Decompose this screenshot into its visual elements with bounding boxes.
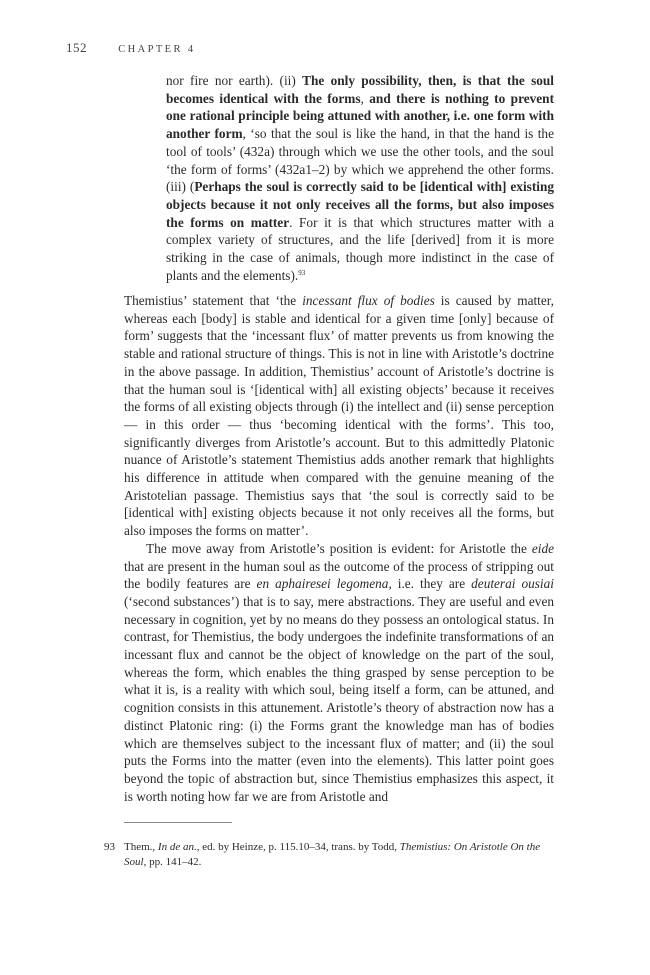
text-run: , ed. by Heinze, p. 115.10–34, trans. by Todd,: [196, 841, 400, 853]
footnote-number: 93: [104, 841, 115, 853]
page-number: 152: [66, 40, 87, 55]
text-run: , pp. 141–42.: [143, 856, 202, 868]
quote-bold-text: Perhaps the soul is correctly said to be [identical with] existing objects because it not only receives all the forms, but also imposes the forms on matter: [166, 179, 554, 230]
quote-text: . For it is that which structures matter with a complex variety of structures, and the life [derived] from it is more striking in the case of animals, though more indistinct in the case of plants and the elements).: [166, 214, 555, 283]
italic-text: eide: [531, 540, 554, 556]
paragraph: [124, 292, 554, 540]
main-text: [124, 292, 554, 805]
quote-text: nor fire nor earth). (ii): [166, 73, 303, 88]
text-run: Themistius’ statement that ‘the: [124, 293, 303, 308]
text-run: is caused by matter, whereas each [body] is stable and identical for a given time [only] because of form’ suggests that the ‘incessant flux’ of matter prevents us from knowing the stable and rational structure of things. This is not in line with Aristotle’s doctrine in the above passage. In addition, Themistius’ account of Aristotle’s doctrine is that the human soul is ‘[identical with] all existing objects’ because it receives the forms of all existing objects through (i) the intellect and (ii) sense perception — in this order — thus ‘becoming identical with the forms’. This too, significantly diverges from Aristotle’s account. But to this admittedly Platonic nuance of Aristotle’s statement Themistius adds another remark that highlights his difference in attitude when compared with the genuine meaning of the Aristotelian passage. Themistius says that ‘the soul is correctly said to be [identical with] existing objects because it not only receives all the forms, but also imposes the forms on matter’.: [124, 293, 554, 539]
block-quote: [166, 72, 554, 284]
text-run: The move away from Aristotle’s position is evident: for Aristotle the: [146, 540, 532, 556]
quote-text: , ‘so that the soul is like the hand, in that the hand is the tool of tools’ (432a) through which we use the other tools, and the soul ‘the form of forms’ (432a1–2) by which we apprehend the other forms. (iii) (: [166, 126, 554, 195]
text-run: , i.e. they are: [388, 576, 472, 592]
text-run: (‘second substances’) that is to say, mere abstractions. They are useful and even necessary in cognition, yet by no means do they possess an ontological status. In contrast, for Themistius, the body undergoes the indefinite transformations of an incessant flux and cannot be the object of knowledge on the part of the soul, whereas the form, which enables the thing grasped by sense perception to be what it is, is a reality with which soul, being itself a form, can be attuned, and cognition consists in this attunement. Aristotle’s theory of abstraction now has a distinct Platonic ring: (i) the Forms grant the knowledge man has of bodies which are themselves subject to the incessant flux of matter; and (ii) the soul puts the Forms into the matter (even into the elements). This latter point goes beyond the topic of abstraction but, since Themistius emphasizes this aspect, it is worth noting how far we are from Aristotle and: [124, 593, 554, 804]
italic-text: Themistius: On Aristotle On the Soul: [124, 841, 541, 868]
block-quote-paragraph: [166, 72, 554, 284]
chapter-title: CHAPTER 4: [118, 44, 196, 55]
quote-text: ,: [360, 90, 370, 106]
footnote-reference[interactable]: 93: [298, 268, 306, 277]
footnote: [104, 840, 554, 870]
italic-text: In de an.: [157, 841, 197, 853]
paragraph: [124, 540, 554, 806]
footnote-divider: [124, 822, 232, 823]
quote-bold-text: and there is nothing to prevent one rational principle being attuned with another, i.e. one form with another form: [166, 90, 555, 142]
footnote-text: [124, 840, 554, 870]
italic-text: en aphairesei legomena: [256, 576, 389, 592]
quote-bold-text: The only possibility, then, is that the soul becomes identical with the forms: [166, 73, 554, 106]
italic-text: incessant flux of bodies: [302, 293, 435, 308]
italic-text: deuterai ousiai: [471, 576, 554, 592]
running-header: [66, 40, 556, 56]
text-run: that are present in the human soul as the outcome of the process of stripping out the bodily features are: [124, 558, 554, 592]
text-run: Them.,: [124, 841, 158, 853]
